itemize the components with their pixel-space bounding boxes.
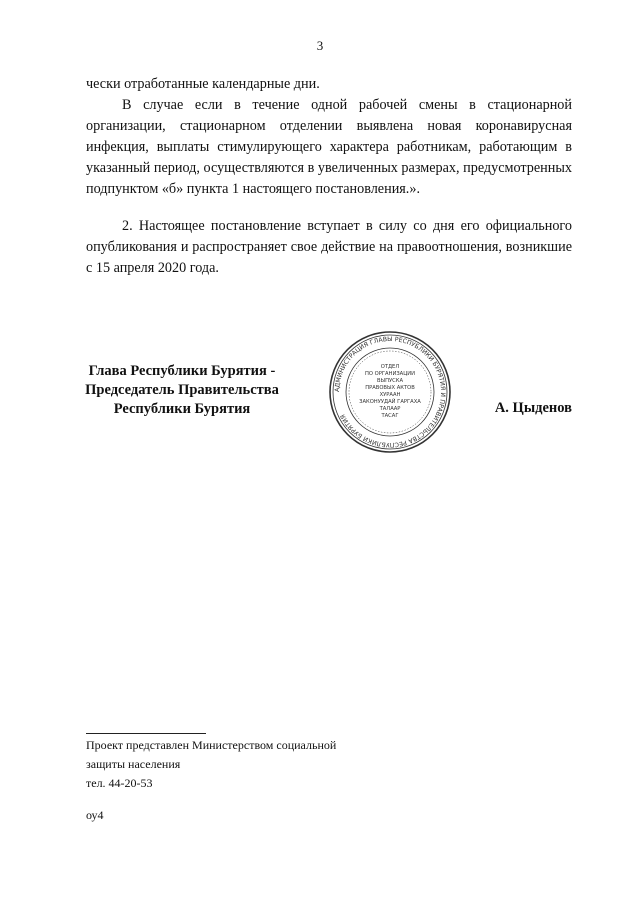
seal-outer-text: АДМИНИСТРАЦИЯ ГЛАВЫ РЕСПУБЛИКИ БУРЯТИЯ И ПРАВИТЕЛЬСТВА РЕСПУБЛИКИ БУРЯТИЯ <box>333 335 447 449</box>
paragraph-entry-into-force-text: 2. Настоящее постановление вступает в силу со дня его официального опубликования и распространяет свое действие на правоотношения, возникшие с 15 апреля 2020 года. <box>86 218 572 276</box>
footnote-line3: тел. 44-20-53 <box>86 776 153 790</box>
signatory-title-line2: Председатель Правительства <box>85 382 279 398</box>
footnote-line2: защиты населения <box>86 757 181 771</box>
paragraph-continuation-text: чески отработанные календарные дни. <box>86 76 320 92</box>
official-seal-stamp <box>328 330 452 454</box>
seal-line-5: ХУРААН <box>379 392 401 398</box>
seal-line-2: ПО ОРГАНИЗАЦИИ <box>364 371 416 377</box>
footnote-divider <box>86 733 206 734</box>
paragraph-covid-payments <box>86 95 572 200</box>
seal-line-1: ОТДЕЛ <box>380 364 400 370</box>
signatory-title <box>82 362 282 419</box>
seal-line-4: ПРАВОВЫХ АКТОВ <box>365 385 415 391</box>
signatory-name: А. Цыденов <box>494 400 572 416</box>
seal-line-3: ВЫПУСКА <box>376 378 404 384</box>
seal-line-7: ТАЛААР <box>379 406 401 412</box>
document-code: оу4 <box>86 808 104 822</box>
signatory-title-line3: Республики Бурятия <box>113 401 251 417</box>
footnote-line1: Проект представлен Министерством социальной <box>86 738 337 752</box>
paragraph-continuation <box>86 74 572 95</box>
footnote <box>86 736 336 793</box>
paragraph-covid-payments-text: В случае если в течение одной рабочей смены в стационарной организации, стационарном отделении выявлена новая коронавирусная инфекция, выплаты стимулирующего характера работникам, работающим в указанный период, осуществляются в увеличенных размерах, предусмотренных подпунктом «б» пункта 1 настоящего постановления.». <box>86 97 572 197</box>
seal-line-6: ЗАКОНУУДАЙ ГАРГАХА <box>359 399 421 405</box>
seal-line-8: ТАСАГ <box>381 413 399 419</box>
paragraph-entry-into-force <box>86 216 572 279</box>
page-number: 3 <box>316 38 324 53</box>
signatory-title-line1: Глава Республики Бурятия - <box>88 363 276 379</box>
